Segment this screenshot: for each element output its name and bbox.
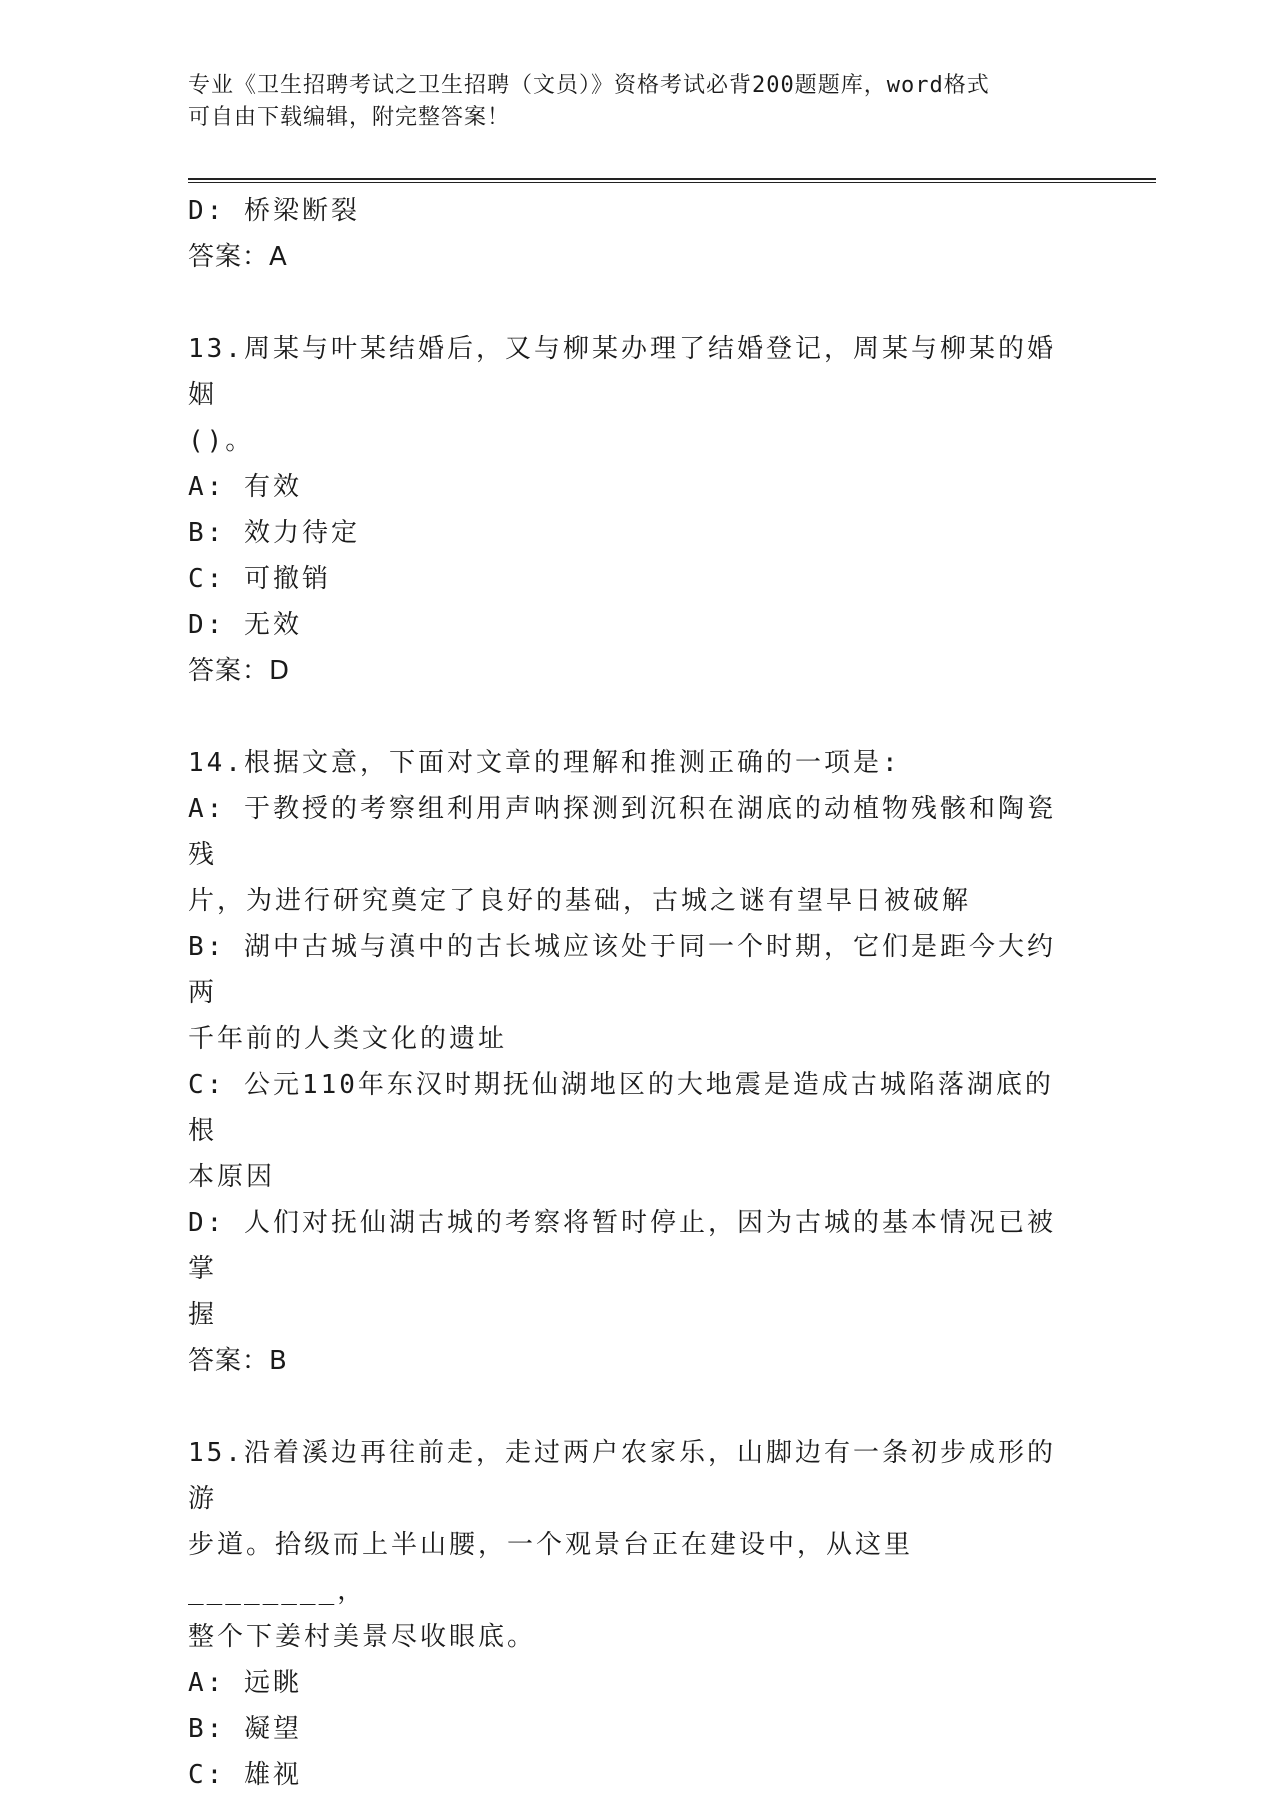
- prev-question-answer: 答案：A: [188, 242, 288, 272]
- question-14-option-c-line-1: C: 公元110年东汉时期抚仙湖地区的大地震是造成古城陷落湖底的根: [188, 1070, 1054, 1146]
- question-14-option-b-line-2: 千年前的人类文化的遗址: [188, 1024, 508, 1054]
- question-15-option-a: A: 远眺: [188, 1668, 302, 1698]
- question-13-stem-line-2: ()。: [188, 426, 255, 456]
- question-13-option-d: D: 无效: [188, 610, 302, 640]
- header-title-line-2: 可自由下载编辑，附完整答案！: [188, 105, 511, 130]
- question-14-option-b-line-1: B: 湖中古城与滇中的古长城应该处于同一个时期，它们是距今大约两: [188, 932, 1056, 1008]
- question-15-option-c: C: 雄视: [188, 1760, 302, 1790]
- question-13-option-b: B: 效力待定: [188, 518, 360, 548]
- question-13-option-a: A: 有效: [188, 472, 302, 502]
- question-14-option-a-line-1: A: 于教授的考察组利用声呐探测到沉积在湖底的动植物残骸和陶瓷残: [188, 794, 1056, 870]
- header-divider: [188, 178, 1156, 183]
- question-14: [188, 740, 1078, 1384]
- question-13-option-c: C: 可撤销: [188, 564, 331, 594]
- question-14-option-a-line-2: 片，为进行研究奠定了良好的基础，古城之谜有望早日被破解: [188, 886, 972, 916]
- question-14-option-d-line-1: D: 人们对抚仙湖古城的考察将暂时停止，因为古城的基本情况已被掌: [188, 1208, 1056, 1284]
- question-list: [188, 188, 1078, 1798]
- header-title-line-1: 专业《卫生招聘考试之卫生招聘（文员）》资格考试必背200题题库，word格式: [188, 73, 990, 98]
- question-14-option-d-line-2: 握: [188, 1300, 218, 1330]
- prev-question-option-d: D: 桥梁断裂: [188, 196, 360, 226]
- question-15-stem-line-3: 整个下姜村美景尽收眼底。: [188, 1622, 537, 1652]
- question-15-stem-line-2: 步道。拾级而上半山腰，一个观景台正在建设中，从这里________，: [188, 1530, 914, 1606]
- question-15-option-b: B: 凝望: [188, 1714, 302, 1744]
- question-13-answer: 答案：D: [188, 656, 291, 686]
- question-13-stem-line-1: 13.周某与叶某结婚后，又与柳某办理了结婚登记，周某与柳某的婚姻: [188, 334, 1056, 410]
- question-13: [188, 326, 1078, 694]
- question-15-stem-line-1: 15.沿着溪边再往前走，走过两户农家乐，山脚边有一条初步成形的游: [188, 1438, 1056, 1514]
- question-14-stem: 14.根据文意，下面对文章的理解和推测正确的一项是:: [188, 748, 901, 778]
- spacer: [188, 694, 1078, 740]
- question-14-option-c-line-2: 本原因: [188, 1162, 276, 1192]
- spacer: [188, 280, 1078, 326]
- question-14-answer: 答案：B: [188, 1346, 288, 1376]
- spacer: [188, 1384, 1078, 1430]
- document-header: [188, 70, 1088, 134]
- question-15: [188, 1430, 1078, 1798]
